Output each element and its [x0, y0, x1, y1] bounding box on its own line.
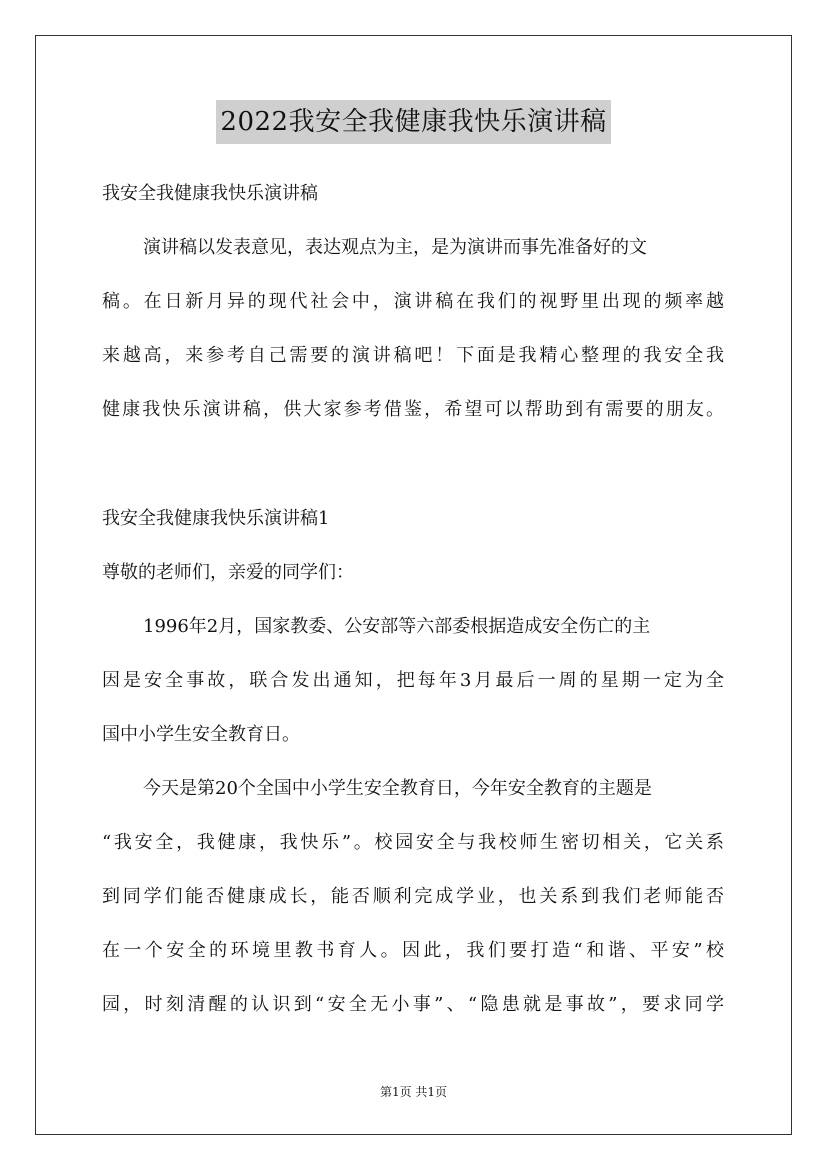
greeting: 尊敬的老师们，亲爱的同学们： [102, 562, 354, 583]
para2-line-3: 到同学们能否健康成长，能否顺利完成学业，也关系到我们老师能否 [102, 886, 724, 907]
para2-line-5: 园，时刻清醒的认识到“安全无小事”、“隐患就是事故”，要求同学 [102, 994, 724, 1015]
document-title: 2022我安全我健康我快乐演讲稿 [216, 100, 610, 144]
para1-line-3: 国中小学生安全教育日。 [102, 724, 300, 745]
page-footer: 第1页 共1页 [379, 1085, 448, 1099]
intro-line-2: 稿。在日新月异的现代社会中，演讲稿在我们的视野里出现的频率越 [102, 291, 724, 312]
intro-line-4: 健康我快乐演讲稿，供大家参考借鉴，希望可以帮助到有需要的朋友。 [102, 399, 724, 420]
intro-line-1: 演讲稿以发表意见，表达观点为主，是为演讲而事先准备好的文 [143, 237, 647, 258]
title-container [0, 100, 827, 144]
para2-line-1: 今天是第20个全国中小学生安全教育日，今年安全教育的主题是 [143, 778, 652, 799]
para2-line-2: “我安全，我健康，我快乐”。校园安全与我校师生密切相关，它关系 [102, 832, 724, 853]
para2-line-4: 在一个安全的环境里教书育人。因此，我们要打造“和谐、平安”校 [102, 940, 724, 961]
section-title: 我安全我健康我快乐演讲稿1 [102, 508, 330, 529]
para1-line-2: 因是安全事故，联合发出通知，把每年3月最后一周的星期一定为全 [102, 670, 724, 691]
intro-line-3: 来越高，来参考自己需要的演讲稿吧！下面是我精心整理的我安全我 [102, 345, 724, 366]
document-heading: 我安全我健康我快乐演讲稿 [102, 183, 318, 204]
para1-line-1: 1996年2月，国家教委、公安部等六部委根据造成安全伤亡的主 [143, 616, 651, 637]
